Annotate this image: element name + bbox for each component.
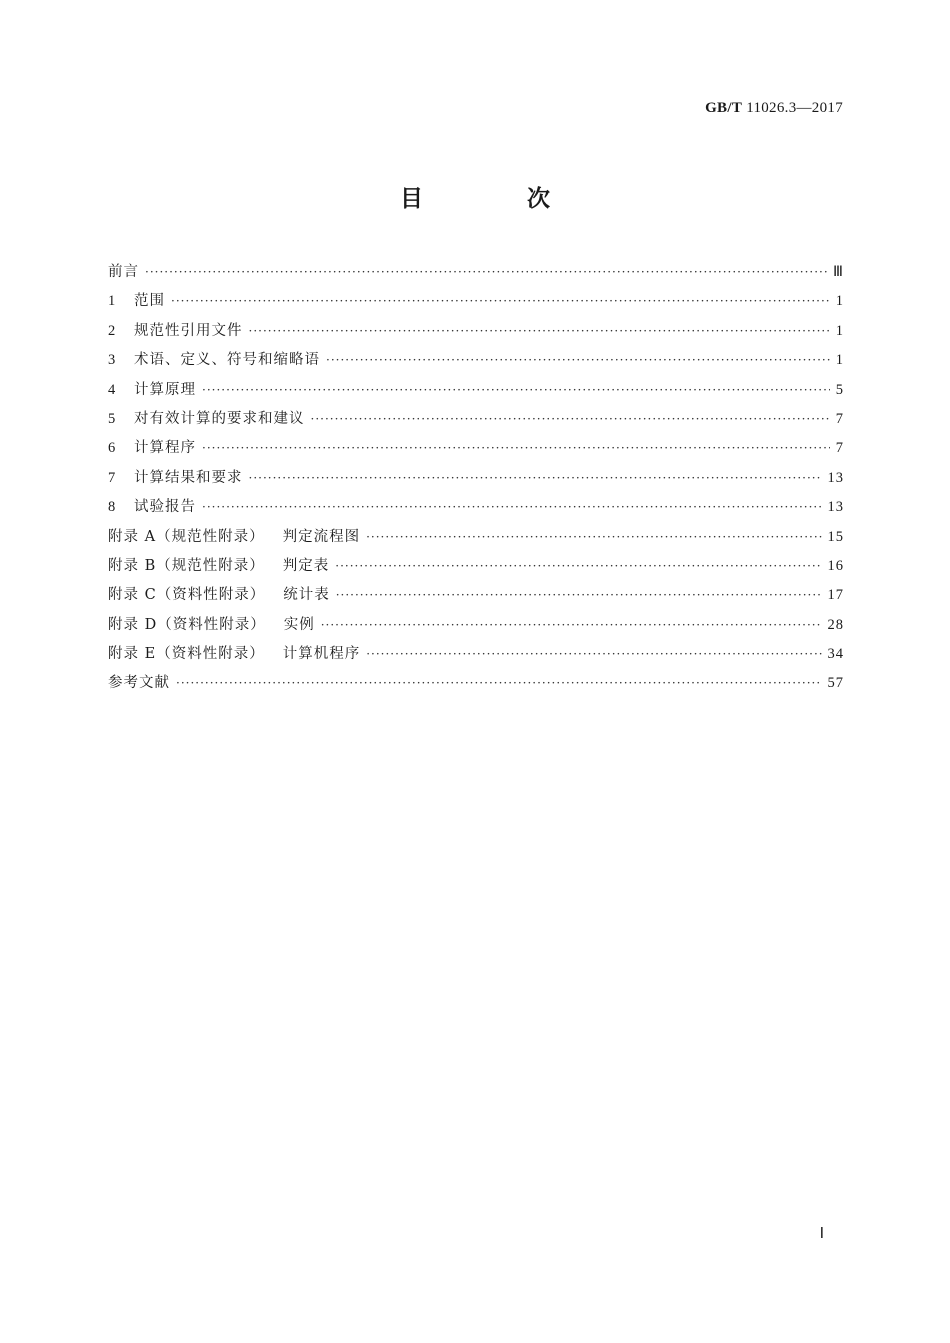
annex-heading: 附录 B（规范性附录） xyxy=(108,557,265,574)
annex-heading: 附录 D（资料性附录） xyxy=(108,616,266,633)
toc-entry-foreword[interactable] xyxy=(108,258,844,287)
toc-entry-page: 16 xyxy=(827,557,844,574)
toc-dot-leader xyxy=(202,493,822,522)
toc-entry-page: 7 xyxy=(835,440,844,457)
toc-dot-leader xyxy=(202,376,830,405)
toc-entry-page: 13 xyxy=(827,499,844,516)
annex-title: 计算机程序 xyxy=(282,646,361,663)
toc-entry-page: 57 xyxy=(827,675,844,692)
toc-entry-bibliography[interactable] xyxy=(108,669,844,698)
toc-entry-label: 术语、定义、符号和缩略语 xyxy=(134,352,320,369)
page-number: Ⅰ xyxy=(819,1226,824,1242)
toc-dot-leader xyxy=(249,464,822,493)
toc-entry-2[interactable] xyxy=(108,317,844,346)
toc-entry-page: 7 xyxy=(835,410,844,427)
toc-dot-leader xyxy=(202,434,830,463)
toc-entry-page: 34 xyxy=(827,646,844,663)
toc-dot-leader xyxy=(336,581,822,610)
annex-heading: 附录 A（规范性附录） xyxy=(108,528,265,545)
toc-entry-label: 对有效计算的要求和建议 xyxy=(134,410,305,427)
toc-entry-annex-b[interactable] xyxy=(108,552,844,581)
toc-entry-number: 2 xyxy=(108,322,116,339)
toc-entry-annex-a[interactable] xyxy=(108,523,844,552)
annex-heading: 附录 C（资料性附录） xyxy=(108,587,266,604)
toc-entry-3[interactable] xyxy=(108,346,844,375)
toc-dot-leader xyxy=(366,640,821,669)
toc-entry-label xyxy=(108,581,330,610)
toc-entry-annex-d[interactable] xyxy=(108,611,844,640)
annex-heading: 附录 E（资料性附录） xyxy=(108,646,265,663)
toc-entry-1[interactable] xyxy=(108,287,844,316)
toc-entry-page: 28 xyxy=(827,616,844,633)
toc-entry-number: 8 xyxy=(108,499,116,516)
annex-title: 统计表 xyxy=(283,587,330,604)
toc-dot-leader xyxy=(145,258,827,287)
toc-dot-leader xyxy=(176,669,822,698)
toc-entry-label: 前言 xyxy=(108,264,139,280)
annex-title: 判定流程图 xyxy=(282,528,361,545)
toc-dot-leader xyxy=(311,405,830,434)
toc-entry-label xyxy=(108,611,315,640)
toc-entry-6[interactable] xyxy=(108,434,844,463)
toc-dot-leader xyxy=(321,611,822,640)
toc-entry-page: 17 xyxy=(827,587,844,604)
toc-entry-page: 5 xyxy=(835,381,844,398)
toc-dot-leader xyxy=(249,317,830,346)
toc-entry-page: Ⅲ xyxy=(833,264,844,280)
toc-entry-5[interactable] xyxy=(108,405,844,434)
toc-entry-page: 1 xyxy=(835,322,844,339)
annex-title: 实例 xyxy=(283,616,315,633)
toc-entry-annex-e[interactable] xyxy=(108,640,844,669)
toc-entry-label xyxy=(108,523,360,552)
toc-entry-annex-c[interactable] xyxy=(108,581,844,610)
toc-entry-7[interactable] xyxy=(108,464,844,493)
toc-dot-leader xyxy=(366,523,821,552)
standard-prefix: GB/T xyxy=(705,100,743,116)
toc-entry-label: 计算结果和要求 xyxy=(134,469,243,486)
table-of-contents xyxy=(108,258,844,699)
toc-dot-leader xyxy=(326,346,830,375)
toc-entry-page: 15 xyxy=(827,528,844,545)
toc-entry-page: 1 xyxy=(835,352,844,369)
toc-entry-label: 范围 xyxy=(134,293,165,310)
toc-entry-number: 3 xyxy=(108,352,116,369)
toc-entry-page: 1 xyxy=(835,293,844,310)
toc-entry-label xyxy=(108,640,360,669)
toc-dot-leader xyxy=(335,552,821,581)
toc-entry-4[interactable] xyxy=(108,376,844,405)
toc-entry-label: 计算程序 xyxy=(134,440,196,457)
toc-entry-label: 计算原理 xyxy=(134,381,196,398)
toc-entry-label xyxy=(108,552,329,581)
toc-entry-number: 7 xyxy=(108,469,116,486)
toc-entry-number: 4 xyxy=(108,381,116,398)
toc-entry-page: 13 xyxy=(827,469,844,486)
standard-number: 11026.3—2017 xyxy=(746,100,843,116)
toc-entry-label: 规范性引用文件 xyxy=(134,322,243,339)
standard-code xyxy=(705,100,843,117)
annex-title: 判定表 xyxy=(282,557,330,574)
page-title: 目 次 xyxy=(399,186,598,212)
toc-entry-label: 参考文献 xyxy=(108,675,170,692)
toc-entry-number: 1 xyxy=(108,293,116,310)
toc-entry-number: 5 xyxy=(108,410,116,427)
toc-entry-number: 6 xyxy=(108,440,116,457)
toc-dot-leader xyxy=(171,287,830,316)
toc-entry-8[interactable] xyxy=(108,493,844,522)
toc-entry-label: 试验报告 xyxy=(134,499,196,516)
